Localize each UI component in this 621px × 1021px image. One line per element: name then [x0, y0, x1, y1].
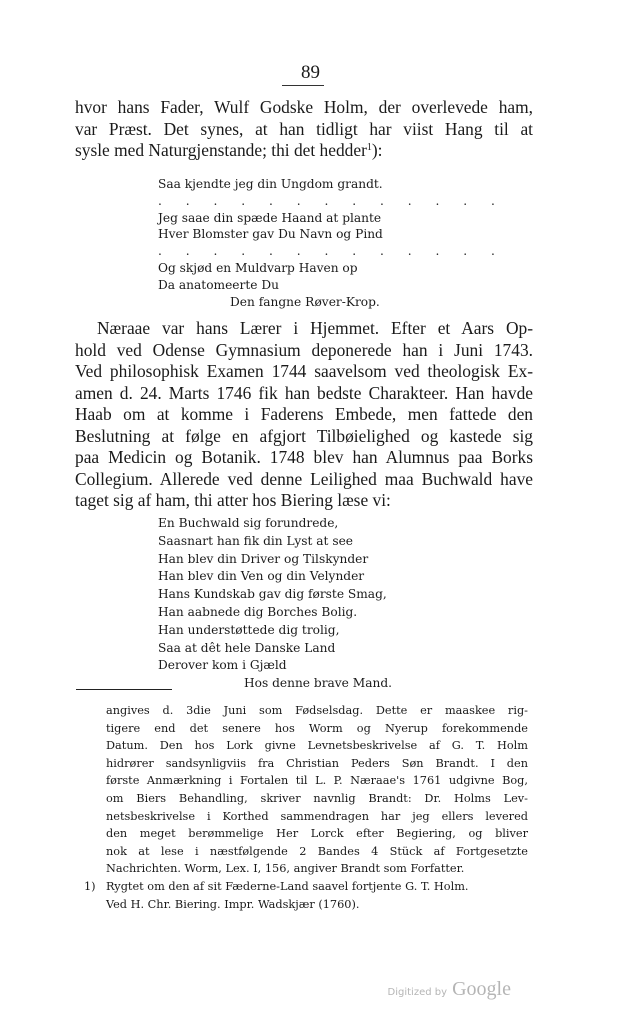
- text-line-content: sysle med Naturgjenstande; thi det hedder: [75, 140, 367, 160]
- verse-line: Hos denne brave Mand.: [244, 676, 393, 691]
- footnote-line: hidrører sandsynligviis fra Christian Peders Søn Brandt. I den: [106, 756, 528, 770]
- footnote-1: [84, 878, 528, 896]
- footnote-line: Ved H. Chr. Biering. Impr. Wadskjær (1760).: [106, 897, 360, 911]
- text-line: hold ved Odense Gymnasium deponerede han i Juni 1743.: [75, 339, 533, 360]
- verse-line: Saa kjendte jeg din Ungdom grandt.: [158, 177, 383, 191]
- text-line: Collegium. Allerede ved denne Leilighed maa Buchwald have: [75, 468, 533, 489]
- page-number-rule: [282, 85, 324, 86]
- verse-line: Han blev din Ven og din Velynder: [158, 569, 365, 584]
- footnotes: [84, 702, 528, 913]
- paragraph-1: [75, 97, 533, 162]
- footnote-marker: 1): [84, 879, 96, 893]
- footnote-line: om Biers Behandling, skriver navnlig Brandt: Dr. Holms Lev-: [106, 791, 528, 805]
- footnote-line: Datum. Den hos Lork givne Levnetsbeskrivelse af G. T. Holm: [106, 739, 528, 753]
- verse-line: Jeg saae din spæde Haand at plante: [158, 210, 382, 225]
- google-logo: Google: [452, 978, 511, 1000]
- text-line: hvor hans Fader, Wulf Godske Holm, der overlevede ham,: [75, 97, 533, 117]
- footnote-line: angives d. 3die Juni som Fødselsdag. Dette er maaskee rig-: [106, 704, 528, 717]
- verse-line: Hans Kundskab gav dig første Smag,: [158, 587, 387, 602]
- verse-ellipsis: . . . . . . . . . . . . .: [158, 244, 505, 259]
- verse-line: Derover kom i Gjæld: [158, 658, 287, 673]
- footnote-separator: [76, 689, 172, 690]
- text-line: Næraae var hans Lærer i Hjemmet. Efter et Aars Op-: [97, 318, 533, 338]
- verse-ellipsis: . . . . . . . . . . . . .: [158, 193, 505, 208]
- text-line: Ved philosophisk Examen 1744 saavelsom ved theologisk Ex-: [75, 361, 533, 381]
- paragraph-2: [75, 318, 533, 512]
- footnote-line: tigere end det senere hos Worm og Nyerup forekommende: [106, 721, 528, 735]
- text-line: taget sig af ham, thi atter hos Biering læse vi:: [75, 490, 391, 510]
- footnote-line: netsbeskrivelse i Korthed sammendragen har jeg ellers levered: [106, 809, 528, 823]
- text-line: [75, 140, 533, 162]
- footnote-1-text: Rygtet om den af sit Fæderne-Land saavel fortjente G. T. Holm.: [106, 879, 469, 893]
- watermark-small-text: Digitized by: [387, 987, 448, 998]
- digitized-watermark: [388, 978, 511, 1001]
- verse-line: Den fangne Røver-Krop.: [230, 294, 380, 309]
- text-line: Haab om at komme i Faderens Embede, men fattede den: [75, 404, 533, 424]
- text-line: Beslutning at følge en afgjort Tilbøielighed og kastede sig: [75, 425, 533, 446]
- verse-quote-2: [158, 515, 392, 693]
- footnote-line: den meget berømmelige Her Lorck efter Begiering, og bliver: [106, 827, 528, 841]
- footnote-line: nok at lese i næstfølgende 2 Bandes 4 Stück af Fortgesetzte: [106, 844, 528, 858]
- verse-line: Han understøttede dig trolig,: [158, 622, 340, 637]
- verse-line: Hver Blomster gav Du Navn og Pind: [158, 227, 383, 242]
- verse-line: Saa at dêt hele Danske Land: [158, 640, 336, 655]
- text-line: amen d. 24. Marts 1746 fik han bedste Charakteer. Han havde: [75, 382, 533, 403]
- footnote-ref: 1: [366, 142, 372, 153]
- verse-line: Saasnart han fik din Lyst at see: [158, 533, 354, 548]
- verse-line: Da anatomeerte Du: [158, 277, 279, 292]
- footnote-line: første Anmærkning i Fortalen til L. P. Næraae's 1761 udgivne Bog,: [106, 774, 528, 788]
- footnote-line: Nachrichten. Worm, Lex. I, 156, angiver Brandt som Forfatter.: [106, 862, 465, 876]
- page-number: 89: [301, 62, 320, 83]
- verse-line: Han blev din Driver og Tilskynder: [158, 551, 369, 566]
- verse-line: En Buchwald sig forundrede,: [158, 516, 339, 530]
- text-line-tail: ):: [371, 140, 383, 160]
- verse-quote-1: [158, 176, 505, 310]
- text-line: var Præst. Det synes, at han tidligt har viist Hang til at: [75, 118, 533, 139]
- text-line: paa Medicin og Botanik. 1748 blev han Alumnus paa Borks: [75, 447, 533, 467]
- verse-line: Og skjød en Muldvarp Haven op: [158, 260, 358, 275]
- verse-line: Han aabnede dig Borches Bolig.: [158, 604, 358, 619]
